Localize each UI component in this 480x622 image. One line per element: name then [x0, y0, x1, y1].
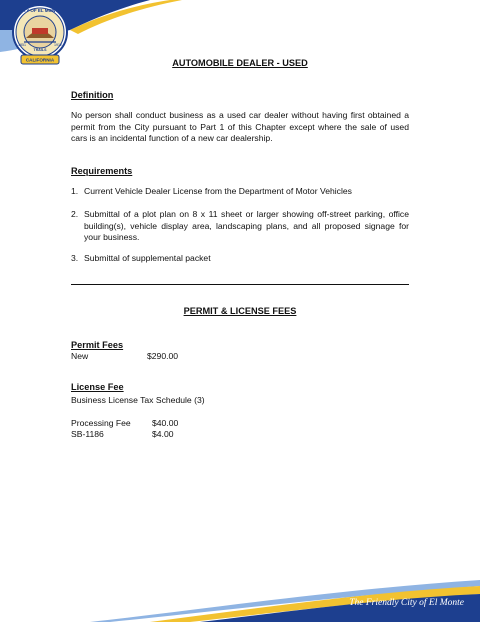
- permit-fee-label: New: [71, 351, 89, 361]
- requirement-text: Submittal of a plot plan on 8 x 11 sheet or larger showing off-street parking, office building(s), vehicle display area, landscaping plans, and all proposed signage for your business.: [84, 209, 409, 242]
- requirement-number: 1.: [71, 186, 79, 196]
- permit-fee-amount: $290.00: [147, 351, 179, 361]
- sb1186-fee-label: SB-1186: [71, 429, 104, 439]
- requirement-text: Submittal of supplemental packet: [84, 253, 211, 263]
- seal-year-right: 1912: [54, 43, 62, 47]
- requirement-text: Current Vehicle Dealer License from the Department of Motor Vehicles: [84, 186, 352, 196]
- section-divider: [71, 284, 409, 285]
- definition-heading: Definition: [71, 90, 114, 100]
- requirements-heading: Requirements: [71, 166, 133, 176]
- seal-year-left: 1851: [18, 43, 26, 47]
- seal-top-text: CITY OF EL MONTE: [18, 8, 62, 13]
- document-title: AUTOMOBILE DEALER - USED: [172, 58, 308, 68]
- footer-swoosh-graphic: [0, 540, 480, 622]
- license-fee-heading: License Fee: [71, 382, 124, 392]
- seal-bottom-text: CALIFORNIA: [25, 57, 55, 63]
- seal-motto: TRAILS: [33, 48, 47, 52]
- requirement-number: 2.: [71, 209, 79, 219]
- license-fee-schedule: Business License Tax Schedule (3): [71, 395, 205, 405]
- permit-fees-heading: Permit Fees: [71, 340, 124, 350]
- fees-section-title: PERMIT & LICENSE FEES: [183, 306, 297, 316]
- header-swoosh-graphic: [0, 0, 480, 60]
- footer-tagline: The Friendly City of El Monte: [349, 598, 464, 608]
- sb1186-fee-amount: $4.00: [152, 429, 174, 439]
- processing-fee-amount: $40.00: [152, 418, 179, 428]
- definition-text: No person shall conduct business as a used car dealer without having first obtained a permit from the City pursuant to Part 1 of this Chapter except where the sale of used cars is an incidental function of a new car dealership.: [71, 110, 409, 143]
- requirement-number: 3.: [71, 253, 79, 263]
- processing-fee-label: Processing Fee: [71, 418, 131, 428]
